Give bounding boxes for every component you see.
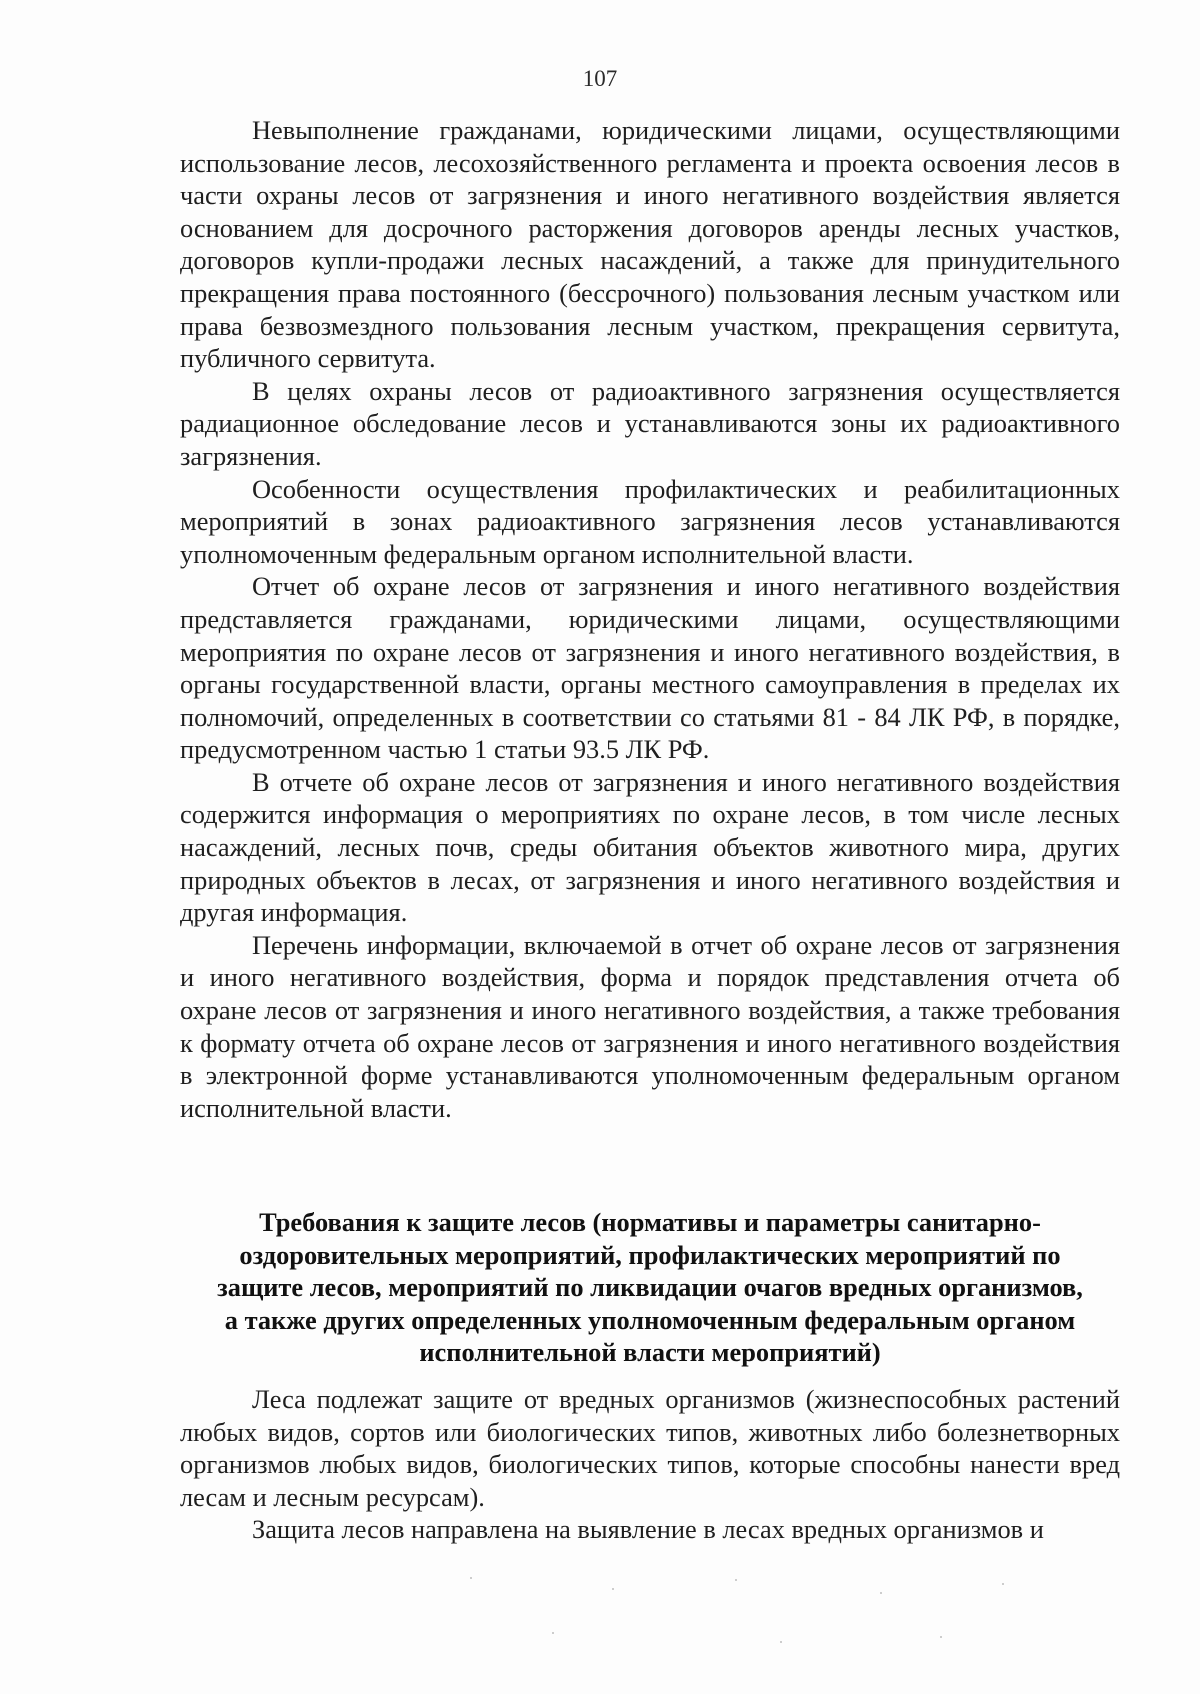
paragraph-2: В целях охраны лесов от радиоактивного загрязнения осуществляется радиационное обследование лесов и устанавливаются зоны их радиоактивного загрязнения. xyxy=(180,375,1120,471)
section-heading-line: защите лесов, мероприятий по ликвидации очагов вредных организмов, xyxy=(217,1272,1083,1303)
page-number: 107 xyxy=(582,66,618,91)
scan-speck xyxy=(940,1636,942,1638)
paragraph-8: Защита лесов направлена на выявление в лесах вредных организмов и xyxy=(252,1514,1044,1545)
section-heading-line: исполнительной власти мероприятий) xyxy=(419,1337,881,1368)
paragraph-7: Леса подлежат защите от вредных организмов (жизнеспособных растений любых видов, сортов или биологических типов, животных либо болезнетворных организмов любых видов, биологических типов, которые способны нанести вред лесам и лесным ресурсам). xyxy=(180,1384,1120,1512)
section-heading-line: а также других определенных уполномоченным федеральным органом xyxy=(224,1304,1076,1335)
section-heading-line: оздоровительных мероприятий, профилактических мероприятий по xyxy=(239,1239,1061,1270)
body-text-continued xyxy=(180,1383,1120,1546)
paragraph-1: Невыполнение гражданами, юридическими лицами, осуществляющими использование лесов, лесохозяйственного регламента и проекта освоения лесов в части охраны лесов от загрязнения и иного негативного воздействия является основанием для досрочного расторжения договоров аренды лесных участков, договоров купли-продажи лесных насаждений, а также для принудительного прекращения права постоянного (бессрочного) пользования лесным участком или права безвозмездного пользования лесным участком, прекращения сервитута, публичного сервитута. xyxy=(180,115,1120,374)
scan-speck xyxy=(612,1588,614,1590)
scan-speck xyxy=(470,1577,472,1579)
body-text xyxy=(180,114,1120,1124)
paragraph-3: Особенности осуществления профилактических и реабилитационных мероприятий в зонах радиоактивного загрязнения лесов устанавливаются уполномоченным федеральным органом исполнительной власти. xyxy=(180,473,1120,569)
section-heading-line: Требования к защите лесов (нормативы и параметры санитарно- xyxy=(259,1207,1041,1237)
paragraph-6: Перечень информации, включаемой в отчет об охране лесов от загрязнения и иного негативного воздействия, форма и порядок представления отчета об охране лесов от загрязнения и иного негативного воздействия, а также требования к формату отчета об охране лесов от загрязнения и иного негативного воздействия в электронной форме устанавливаются уполномоченным федеральным органом исполнительной власти. xyxy=(180,929,1120,1123)
section-heading xyxy=(180,1206,1120,1369)
scan-speck xyxy=(552,1632,554,1634)
paragraph-4: Отчет об охране лесов от загрязнения и иного негативного воздействия представляется гражданами, юридическими лицами, осуществляющими мероприятия по охране лесов от загрязнения и иного негативного воздействия, в органы государственной власти, органы местного самоуправления в пределах их полномочий, определенных в соответствии со статьями 81 - 84 ЛК РФ, в порядке, предусмотренном частью 1 статьи 93.5 ЛК РФ. xyxy=(180,571,1120,765)
paragraph-5: В отчете об охране лесов от загрязнения и иного негативного воздействия содержится информация о мероприятиях по охране лесов, в том числе лесных насаждений, лесных почв, среды обитания объектов животного мира, других природных объектов в лесах, от загрязнения и иного негативного воздействия и другая информация. xyxy=(180,766,1120,928)
scan-speck xyxy=(780,1641,782,1643)
scan-speck xyxy=(735,1579,737,1581)
scan-speck xyxy=(1002,1583,1004,1585)
scan-speck xyxy=(880,1592,882,1594)
